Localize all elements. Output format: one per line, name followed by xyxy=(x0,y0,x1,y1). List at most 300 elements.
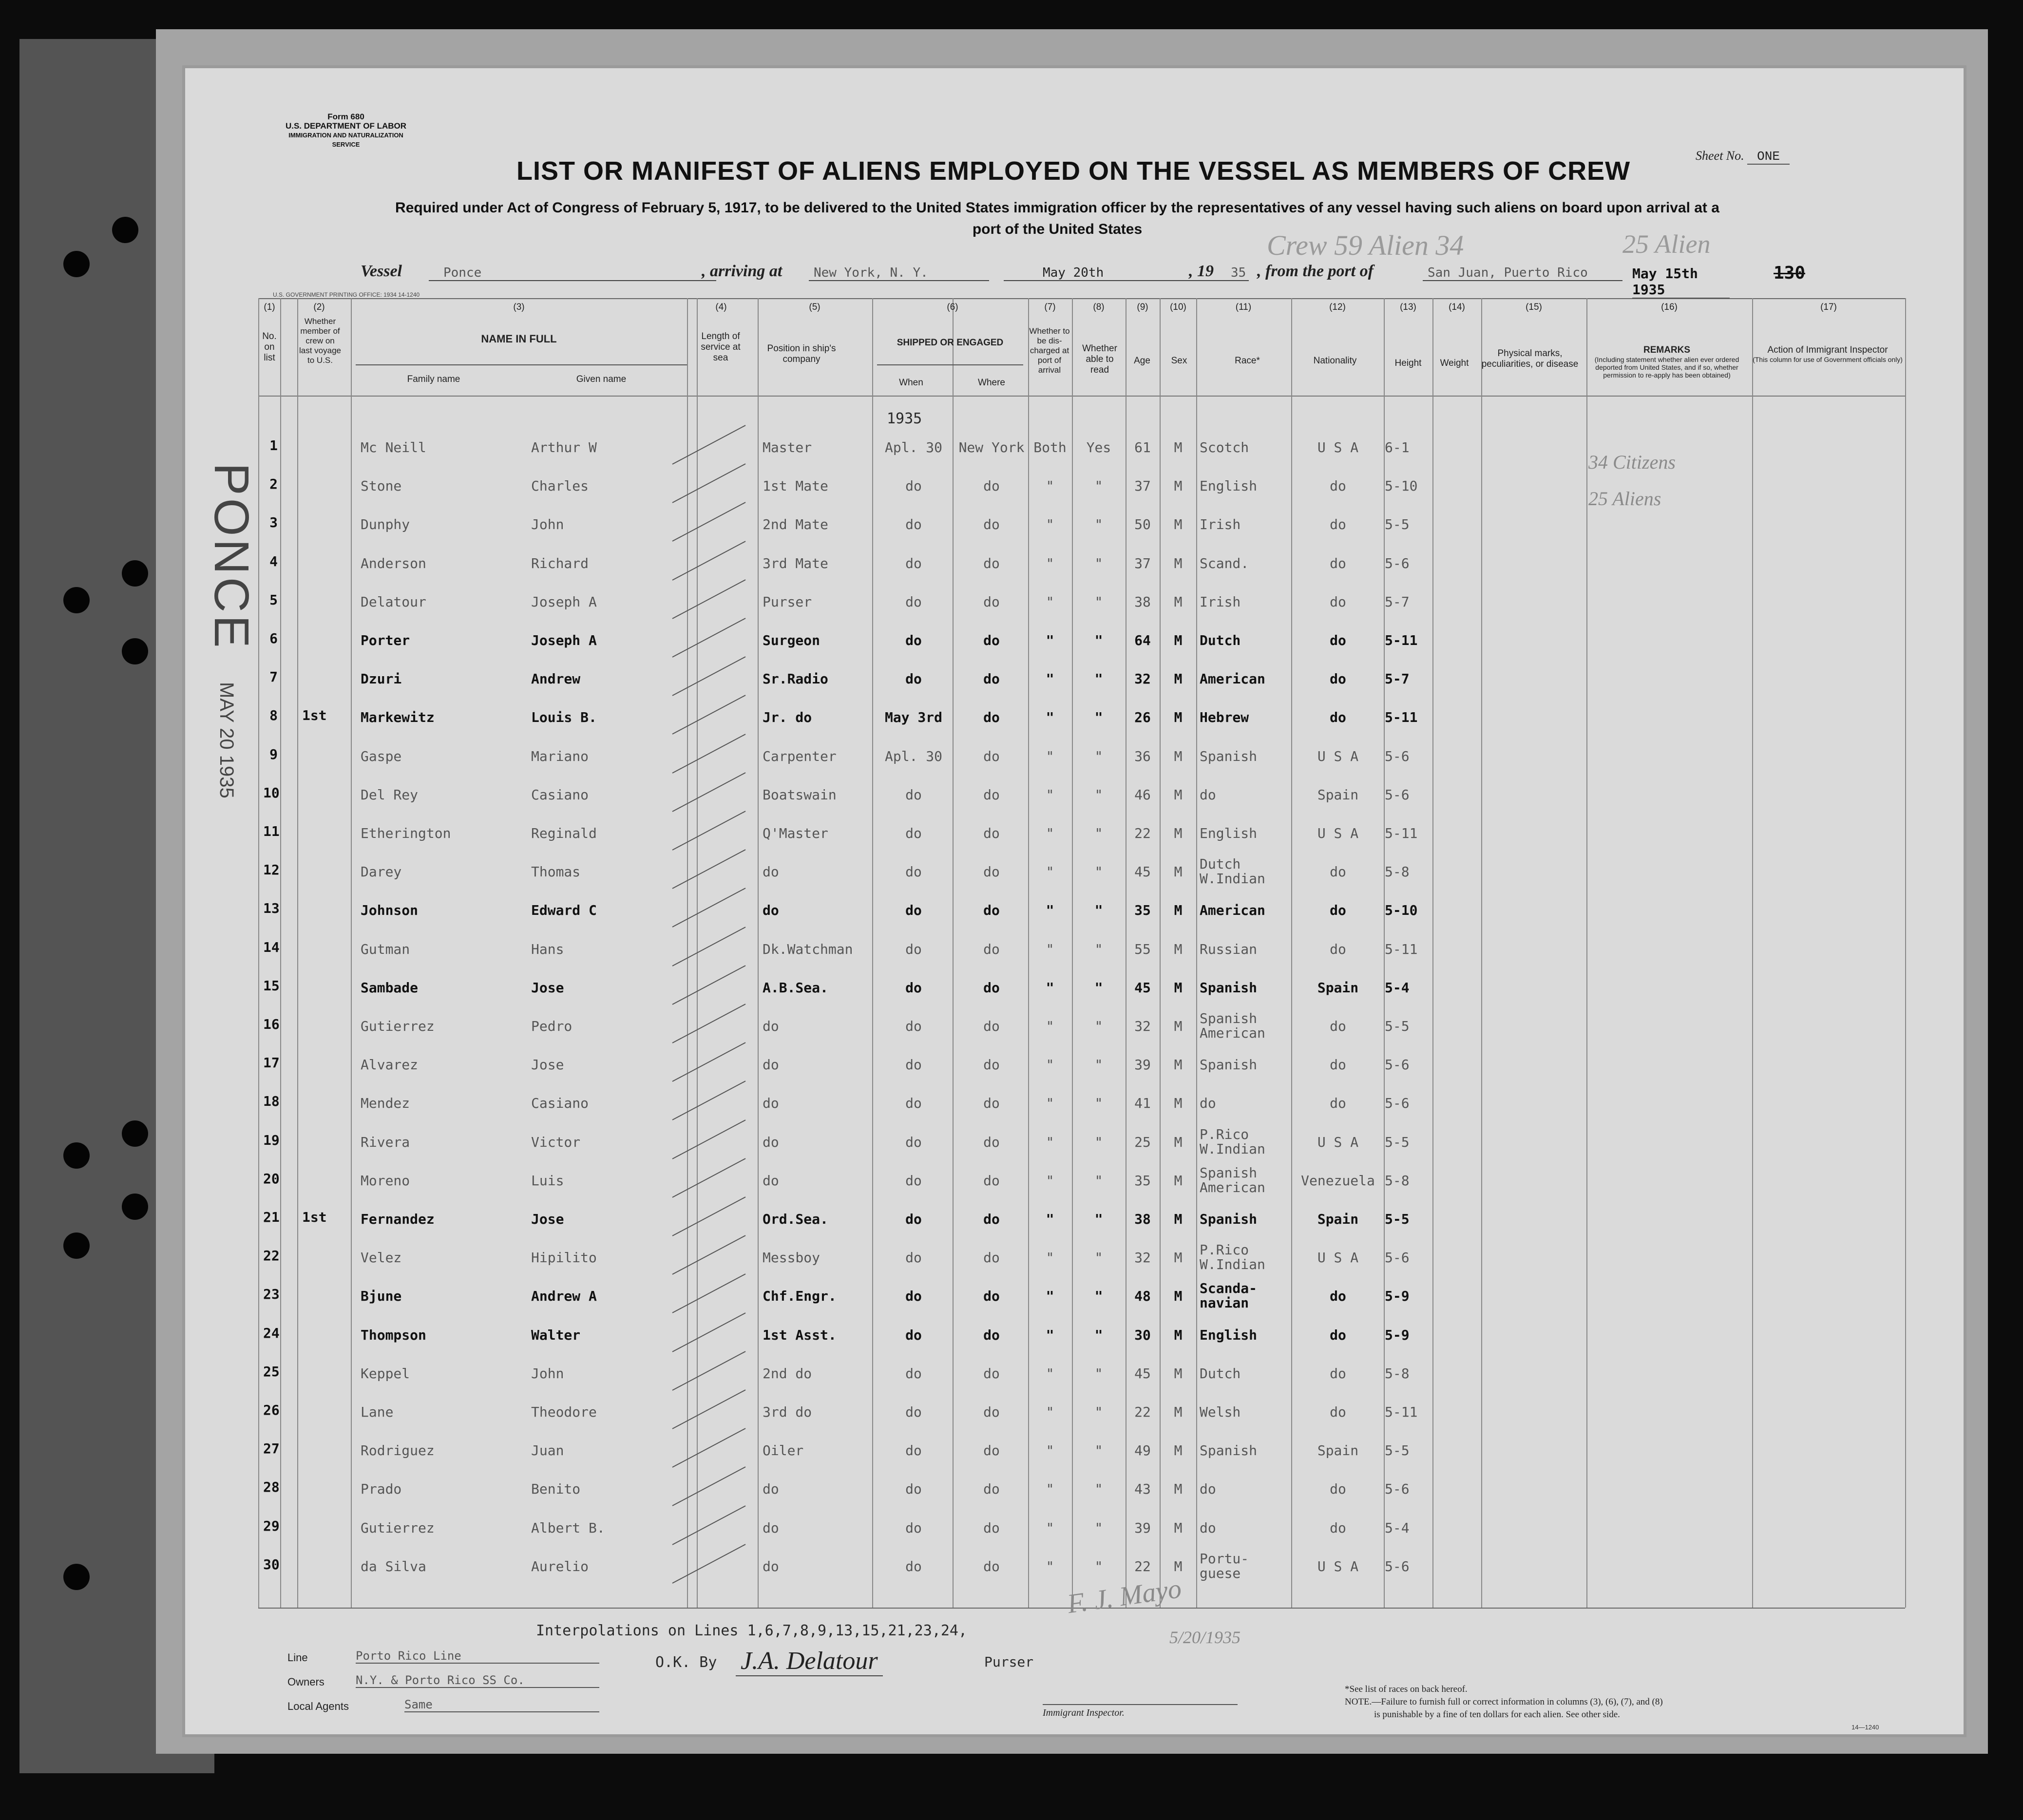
shipped-where: do xyxy=(983,1481,1000,1498)
given-name: Louis B. xyxy=(531,709,597,726)
shipped-where: do xyxy=(983,1288,1000,1305)
able-to-read: " xyxy=(1094,593,1103,610)
discharged: " xyxy=(1046,941,1054,957)
row-number: 25 xyxy=(263,1363,280,1380)
given-name: Benito xyxy=(531,1481,581,1498)
column-number: (12) xyxy=(1329,302,1346,312)
family-name: Gutierrez xyxy=(361,1519,435,1536)
shipped-when: do xyxy=(905,1442,922,1459)
able-to-read: " xyxy=(1094,979,1103,996)
able-to-read: " xyxy=(1094,1018,1103,1034)
row-number: 11 xyxy=(263,823,280,839)
age: 45 xyxy=(1134,979,1151,996)
sex: M xyxy=(1174,902,1183,919)
punch-hole xyxy=(63,587,90,613)
footnote-races: *See list of races on back hereof. xyxy=(1345,1684,1468,1694)
height: 5-8 xyxy=(1385,864,1410,880)
position: Q'Master xyxy=(763,825,828,841)
race: Spanish xyxy=(1200,1164,1258,1181)
discharged: " xyxy=(1046,1481,1054,1498)
age: 45 xyxy=(1134,1365,1151,1382)
nationality: do xyxy=(1330,1365,1346,1382)
sex: M xyxy=(1174,1172,1183,1189)
race: Irish xyxy=(1200,516,1241,533)
height: 5-8 xyxy=(1385,1172,1410,1189)
discharged: " xyxy=(1046,1018,1054,1034)
row-number: 6 xyxy=(269,630,278,646)
family-name: Stone xyxy=(361,478,402,494)
agents-label: Local Agents xyxy=(287,1700,349,1712)
height: 5-5 xyxy=(1385,516,1410,533)
family-name: Velez xyxy=(361,1250,402,1266)
family-name: Markewitz xyxy=(361,709,435,726)
shipped-when: Apl. 30 xyxy=(884,748,942,764)
row-number: 10 xyxy=(263,784,280,801)
race: Dutch xyxy=(1200,1365,1241,1382)
col-no-heading: No. on list xyxy=(262,331,277,363)
discharged: " xyxy=(1046,902,1054,919)
able-to-read: " xyxy=(1094,864,1103,880)
col-sex-heading: Sex xyxy=(1171,356,1187,366)
position: 1st Asst. xyxy=(763,1327,837,1343)
sex: M xyxy=(1174,1558,1183,1574)
age: 36 xyxy=(1134,748,1151,764)
shipped-where: do xyxy=(983,1442,1000,1459)
family-name: Johnson xyxy=(361,902,419,919)
height: 5-9 xyxy=(1385,1327,1410,1343)
race: Welsh xyxy=(1200,1404,1241,1420)
year-prefix: , 19 xyxy=(1189,262,1214,280)
nationality: do xyxy=(1330,478,1346,494)
discharged: " xyxy=(1046,825,1054,841)
col-when-heading: When xyxy=(899,378,923,388)
shipped-when: do xyxy=(905,1095,922,1112)
given-name: Hipilito xyxy=(531,1250,597,1266)
shipped-where: do xyxy=(983,593,1000,610)
remarks-title: REMARKS xyxy=(1643,345,1691,355)
col-weight-heading: Weight xyxy=(1440,358,1469,368)
age: 39 xyxy=(1134,1519,1151,1536)
row-number: 30 xyxy=(263,1556,280,1573)
subtitle-line1: Required under Act of Congress of February 5, 1917, to be delivered to the United States immigration officer by the representatives of any vessel having such aliens on board upon arrival at a xyxy=(395,200,1719,216)
family-name: Gaspe xyxy=(361,748,402,764)
family-name: Keppel xyxy=(361,1365,410,1382)
position: Oiler xyxy=(763,1442,804,1459)
able-to-read: " xyxy=(1094,1442,1103,1459)
punch-hole xyxy=(122,560,148,587)
race: Spanish xyxy=(1200,1442,1258,1459)
column-number: (11) xyxy=(1235,302,1252,312)
row-number: 13 xyxy=(263,900,280,917)
race: do xyxy=(1200,786,1216,803)
race: Portu- xyxy=(1200,1550,1249,1567)
column-number: (4) xyxy=(715,302,727,312)
race: American xyxy=(1200,902,1265,919)
shipped-where: do xyxy=(983,1404,1000,1420)
able-to-read: " xyxy=(1094,1365,1103,1382)
race: Spanish xyxy=(1200,1211,1258,1227)
row-number: 26 xyxy=(263,1402,280,1418)
nationality: Spain xyxy=(1317,1211,1359,1227)
position: 3rd Mate xyxy=(763,555,828,571)
shipped-where: do xyxy=(983,1327,1000,1343)
height: 5-11 xyxy=(1385,709,1418,726)
sex: M xyxy=(1174,516,1183,533)
height: 5-5 xyxy=(1385,1134,1410,1150)
height: 5-8 xyxy=(1385,1365,1410,1382)
race: Spanish xyxy=(1200,1057,1258,1073)
sex: M xyxy=(1174,709,1183,726)
nationality: Spain xyxy=(1317,979,1359,996)
shipped-when: do xyxy=(905,1404,922,1420)
discharged: " xyxy=(1046,786,1054,803)
age: 39 xyxy=(1134,1057,1151,1073)
given-name: Andrew A xyxy=(531,1288,597,1305)
page-title: LIST OR MANIFEST OF ALIENS EMPLOYED ON THE VESSEL AS MEMBERS OF CREW xyxy=(516,156,1631,186)
able-to-read: " xyxy=(1094,516,1103,533)
given-name: Luis xyxy=(531,1172,564,1189)
given-name: Jose xyxy=(531,979,564,996)
shipped-where: do xyxy=(983,786,1000,803)
family-name: Lane xyxy=(361,1404,394,1420)
punch-hole xyxy=(112,217,138,243)
row-number: 21 xyxy=(263,1209,280,1225)
shipped-where: do xyxy=(983,979,1000,996)
race: P.Rico xyxy=(1200,1126,1249,1142)
nationality: do xyxy=(1330,1288,1346,1305)
header-bottom-rule xyxy=(258,396,1905,397)
shipped-when: do xyxy=(905,555,922,571)
given-name: Juan xyxy=(531,1442,564,1459)
column-number: (7) xyxy=(1044,302,1056,312)
purser-label: Purser xyxy=(984,1654,1034,1670)
shipped-when: do xyxy=(905,1172,922,1189)
race: American xyxy=(1200,671,1265,687)
year-heading: 1935 xyxy=(887,410,922,427)
age: 49 xyxy=(1134,1442,1151,1459)
vessel-name: Ponce xyxy=(429,265,716,281)
nationality: Venezuela xyxy=(1301,1172,1375,1189)
family-name: Prado xyxy=(361,1481,402,1498)
age: 32 xyxy=(1134,1250,1151,1266)
row-number: 5 xyxy=(269,591,278,608)
shipped-where: do xyxy=(983,941,1000,957)
race-second-line: American xyxy=(1200,1025,1265,1041)
discharged: " xyxy=(1046,1250,1054,1266)
column-divider xyxy=(1432,298,1433,1608)
row-number: 27 xyxy=(263,1441,280,1457)
form-header xyxy=(283,112,409,149)
column-number: (14) xyxy=(1449,302,1465,312)
given-name: Victor xyxy=(531,1134,581,1150)
position: do xyxy=(763,1172,779,1189)
shipped-when: do xyxy=(905,1211,922,1227)
discharged: " xyxy=(1046,1288,1054,1305)
remarks-citizens: 34 Citizens xyxy=(1588,451,1676,473)
position: Ord.Sea. xyxy=(763,1211,828,1227)
race: Scotch xyxy=(1200,439,1249,455)
vessel-line xyxy=(361,262,402,281)
shipped-where: New York xyxy=(958,439,1025,455)
able-to-read: " xyxy=(1094,941,1103,957)
row-number: 12 xyxy=(263,862,280,878)
family-name: Mc Neill xyxy=(361,439,426,455)
column-divider xyxy=(1481,298,1482,1608)
subtitle-line2: port of the United States xyxy=(972,221,1143,237)
discharged: " xyxy=(1046,1404,1054,1420)
age: 25 xyxy=(1134,1134,1151,1150)
shipped-where: do xyxy=(983,1365,1000,1382)
row-number: 17 xyxy=(263,1055,280,1071)
column-divider xyxy=(351,298,352,1608)
discharged: " xyxy=(1046,1172,1054,1189)
given-name: Richard xyxy=(531,555,589,571)
shipped-when: do xyxy=(905,979,922,996)
shipped-where: do xyxy=(983,671,1000,687)
col-name-heading: NAME IN FULL xyxy=(481,333,557,345)
able-to-read: " xyxy=(1094,1519,1103,1536)
subtitle xyxy=(273,200,1842,238)
column-number: (9) xyxy=(1137,302,1148,312)
height: 5-5 xyxy=(1385,1018,1410,1034)
shipped-when: do xyxy=(905,864,922,880)
able-to-read: " xyxy=(1094,478,1103,494)
row-number: 16 xyxy=(263,1016,280,1032)
race: English xyxy=(1200,1327,1258,1343)
column-divider xyxy=(872,298,873,1608)
nationality: do xyxy=(1330,1327,1346,1343)
discharged: " xyxy=(1046,864,1054,880)
given-name: Albert B. xyxy=(531,1519,605,1536)
punch-hole xyxy=(122,1194,148,1220)
family-name: Moreno xyxy=(361,1172,410,1189)
sex: M xyxy=(1174,825,1183,841)
sex: M xyxy=(1174,941,1183,957)
column-number: (3) xyxy=(513,302,525,312)
age: 35 xyxy=(1134,902,1151,919)
discharged: " xyxy=(1046,748,1054,764)
age: 22 xyxy=(1134,1558,1151,1574)
given-name: Pedro xyxy=(531,1018,573,1034)
age: 38 xyxy=(1134,593,1151,610)
age: 38 xyxy=(1134,1211,1151,1227)
punch-hole xyxy=(63,251,90,277)
column-number: (17) xyxy=(1820,302,1837,312)
discharged: " xyxy=(1046,555,1054,571)
row-number: 20 xyxy=(263,1170,280,1187)
inspector-signature: F. J. Mayo xyxy=(1065,1573,1183,1620)
race-second-line: W.Indian xyxy=(1200,1140,1265,1157)
shipped-when: May 3rd xyxy=(884,709,942,726)
discharged: " xyxy=(1046,593,1054,610)
shipped-where: do xyxy=(983,1134,1000,1150)
shipped-where: do xyxy=(983,632,1000,648)
row-number: 1 xyxy=(269,437,278,454)
nationality: do xyxy=(1330,1519,1346,1536)
age: 37 xyxy=(1134,555,1151,571)
row-number: 4 xyxy=(269,553,278,569)
row-number: 2 xyxy=(269,476,278,493)
sex: M xyxy=(1174,1288,1183,1305)
shipped-where: do xyxy=(983,748,1000,764)
nationality: do xyxy=(1330,632,1346,648)
row-number: 23 xyxy=(263,1286,280,1303)
discharged: " xyxy=(1046,1057,1054,1073)
col-discharged-heading: Whether to be dis-charged at port of arrival xyxy=(1029,326,1070,375)
discharged: " xyxy=(1046,671,1054,687)
nationality: do xyxy=(1330,864,1346,880)
height: 5-5 xyxy=(1385,1211,1410,1227)
row-number: 24 xyxy=(263,1325,280,1341)
race-second-line: navian xyxy=(1200,1295,1249,1311)
sheet-value: ONE xyxy=(1747,149,1790,165)
footnotes xyxy=(1345,1683,1663,1721)
column-divider xyxy=(1905,298,1906,1608)
given-name: Thomas xyxy=(531,864,581,880)
race: Irish xyxy=(1200,593,1241,610)
discharged: " xyxy=(1046,1211,1054,1227)
shipped-rule xyxy=(877,364,1023,365)
name-rule xyxy=(356,364,687,365)
race: Dutch xyxy=(1200,632,1241,648)
height: 5-11 xyxy=(1385,1404,1418,1420)
inspector-line xyxy=(1043,1704,1238,1705)
family-name: Dzuri xyxy=(361,671,402,687)
position: 2nd Mate xyxy=(763,516,828,533)
col-position-heading: Position in ship's company xyxy=(767,343,836,364)
crew-count-note: Crew 59 Alien 34 xyxy=(1267,229,1464,261)
given-name: Hans xyxy=(531,941,564,957)
column-divider xyxy=(1752,298,1753,1608)
given-name: Joseph A xyxy=(531,632,597,648)
height: 5-6 xyxy=(1385,748,1410,764)
given-name: Aurelio xyxy=(531,1558,589,1574)
nationality: do xyxy=(1330,1481,1346,1498)
line-label: Line xyxy=(287,1651,308,1664)
height: 5-6 xyxy=(1385,1481,1410,1498)
able-to-read: " xyxy=(1094,1211,1103,1227)
nationality: U S A xyxy=(1317,1134,1359,1150)
purser-signature: J.A. Delatour xyxy=(736,1647,883,1676)
family-name: Rivera xyxy=(361,1134,410,1150)
given-name: Casiano xyxy=(531,1095,589,1112)
shipped-when: Apl. 30 xyxy=(884,439,942,455)
able-to-read: " xyxy=(1094,825,1103,841)
race: Spanish xyxy=(1200,748,1258,764)
col-shipped-heading: SHIPPED OR ENGAGED xyxy=(897,338,1004,348)
shipped-where: do xyxy=(983,1519,1000,1536)
inspector-label: Immigrant Inspector. xyxy=(1043,1707,1125,1718)
shipped-when: do xyxy=(905,1519,922,1536)
shipped-where: do xyxy=(983,1558,1000,1574)
sex: M xyxy=(1174,748,1183,764)
discharged: Both xyxy=(1033,439,1067,455)
family-name: Gutierrez xyxy=(361,1018,435,1034)
position: Chf.Engr. xyxy=(763,1288,837,1305)
able-to-read: " xyxy=(1094,1134,1103,1150)
owners-value: N.Y. & Porto Rico SS Co. xyxy=(356,1673,599,1688)
family-name: Etherington xyxy=(361,825,451,841)
height: 5-6 xyxy=(1385,1057,1410,1073)
race: Hebrew xyxy=(1200,709,1249,726)
able-to-read: " xyxy=(1094,1288,1103,1305)
race: English xyxy=(1200,825,1258,841)
shipped-where: do xyxy=(983,709,1000,726)
discharged: " xyxy=(1046,1519,1054,1536)
race-second-line: guese xyxy=(1200,1565,1241,1581)
position: 1st Mate xyxy=(763,478,828,494)
sex: M xyxy=(1174,1442,1183,1459)
able-to-read: " xyxy=(1094,1404,1103,1420)
age: 55 xyxy=(1134,941,1151,957)
service: IMMIGRATION AND NATURALIZATION SERVICE xyxy=(288,132,403,148)
shipped-when: do xyxy=(905,1558,922,1574)
position: do xyxy=(763,864,779,880)
sex: M xyxy=(1174,439,1183,455)
discharged: " xyxy=(1046,516,1054,533)
punch-hole xyxy=(122,638,148,664)
discharged: " xyxy=(1046,632,1054,648)
discharged: " xyxy=(1046,1134,1054,1150)
position: do xyxy=(763,902,779,919)
interpolations: Interpolations on Lines 1,6,7,8,9,13,15,21,23,24, xyxy=(536,1622,968,1639)
shipped-when: do xyxy=(905,902,922,919)
sex: M xyxy=(1174,1481,1183,1498)
date-stamp: MAY 20 1935 xyxy=(216,682,237,798)
age: 32 xyxy=(1134,1018,1151,1034)
position: do xyxy=(763,1481,779,1498)
discharged: " xyxy=(1046,478,1054,494)
shipped-where: do xyxy=(983,516,1000,533)
position: Dk.Watchman xyxy=(763,941,853,957)
shipped-when: do xyxy=(905,825,922,841)
list-number: 130 xyxy=(1774,263,1806,283)
nationality: U S A xyxy=(1317,1250,1359,1266)
race: Scanda- xyxy=(1200,1280,1258,1297)
age: 50 xyxy=(1134,516,1151,533)
nationality: U S A xyxy=(1317,1558,1359,1574)
column-number: (1) xyxy=(264,302,275,312)
given-name: Jose xyxy=(531,1211,564,1227)
row-number: 15 xyxy=(263,977,280,994)
shipped-where: do xyxy=(983,1250,1000,1266)
nationality: do xyxy=(1330,516,1346,533)
able-to-read: " xyxy=(1094,1057,1103,1073)
action-note: (This column for use of Government officials only) xyxy=(1753,356,1903,363)
age: 35 xyxy=(1134,1172,1151,1189)
race: Spanish xyxy=(1200,979,1258,996)
height: 5-6 xyxy=(1385,1095,1410,1112)
shipped-where: do xyxy=(983,902,1000,919)
age: 43 xyxy=(1134,1481,1151,1498)
sex: M xyxy=(1174,979,1183,996)
row-number: 19 xyxy=(263,1132,280,1148)
agents-value: Same xyxy=(404,1698,599,1712)
height: 5-7 xyxy=(1385,671,1410,687)
family-name: Thompson xyxy=(361,1327,426,1343)
shipped-where: do xyxy=(983,825,1000,841)
column-divider xyxy=(280,298,281,1608)
col-read-heading: Whether able to read xyxy=(1082,343,1117,375)
nationality: do xyxy=(1330,555,1346,571)
race: do xyxy=(1200,1095,1216,1112)
sex: M xyxy=(1174,1134,1183,1150)
shipped-when: do xyxy=(905,478,922,494)
race: Dutch xyxy=(1200,856,1241,872)
age: 41 xyxy=(1134,1095,1151,1112)
shipped-where: do xyxy=(983,1211,1000,1227)
nationality: do xyxy=(1330,941,1346,957)
